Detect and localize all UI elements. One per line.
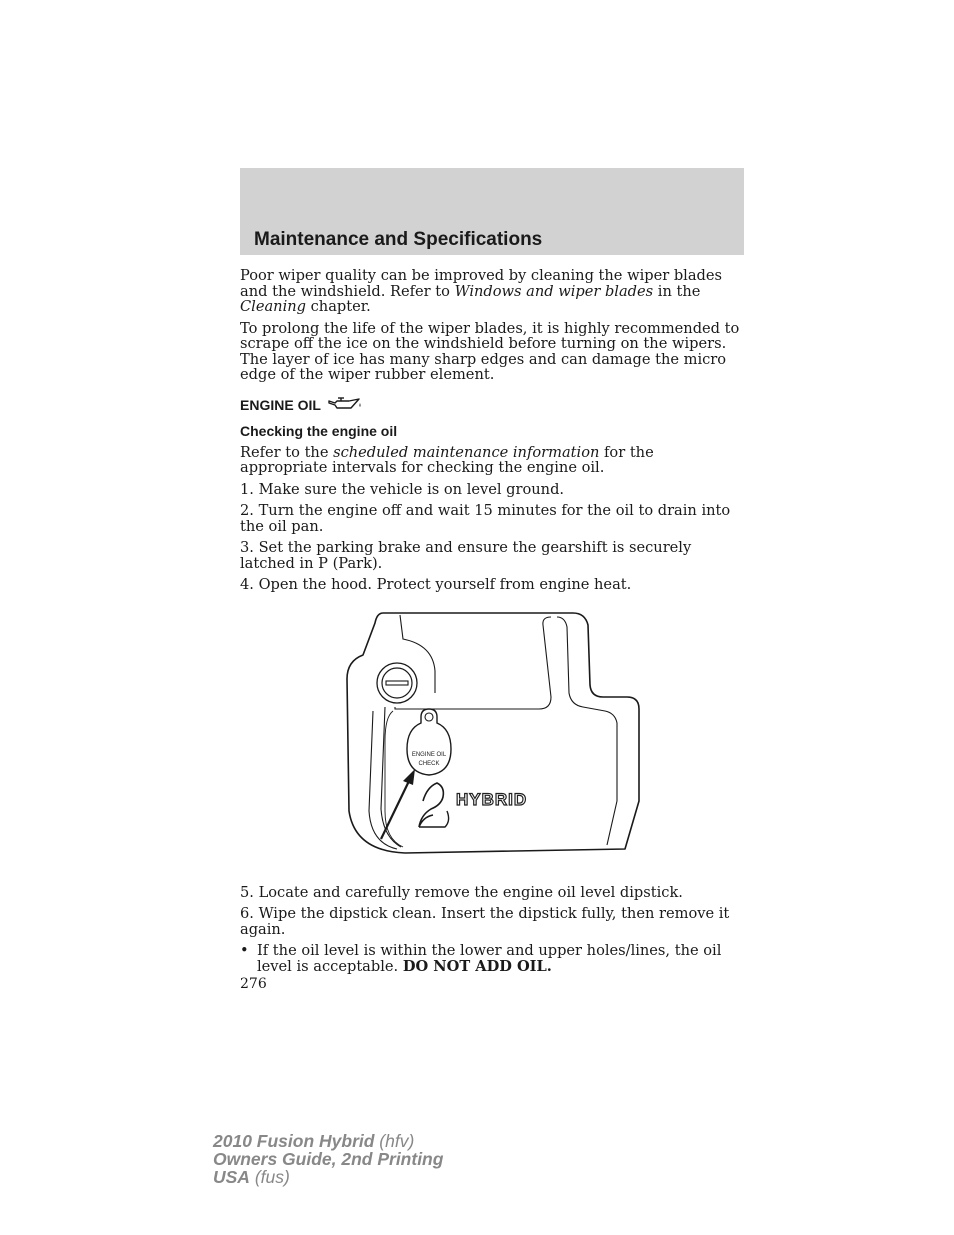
- step-6: 6. Wipe the dipstick clean. Insert the dipstick fully, then remove it again.: [240, 905, 730, 938]
- step-4: 4. Open the hood. Protect yourself from engine heat.: [240, 576, 632, 593]
- engine-oil-check-cap-label: [407, 751, 451, 769]
- cap-label-line-1: ENGINE OIL: [411, 751, 447, 758]
- section-header-band: [240, 168, 744, 255]
- hybrid-badge: HYBRID: [456, 789, 528, 809]
- reference-windows-wiper: Windows and wiper blades: [454, 282, 654, 300]
- checking-oil-subheading: Checking the engine oil: [240, 423, 398, 439]
- page-content: [240, 268, 744, 993]
- footer-line-3: [213, 1168, 443, 1186]
- engine-cover-illustration: [240, 605, 744, 875]
- oil-can-icon: [327, 397, 363, 415]
- bullet-text: If the oil level is within the lower and upper holes/lines, the oil level is acceptable.: [257, 942, 722, 975]
- footer-market-code: (fus): [249, 1167, 290, 1187]
- page-number: 276: [240, 976, 267, 992]
- reference-text: for the appropriate intervals for checking the engine oil.: [240, 443, 654, 476]
- step-5: 5. Locate and carefully remove the engine oil level dipstick.: [240, 883, 683, 901]
- footer-line-1: [213, 1132, 443, 1150]
- footer-market: USA: [213, 1167, 250, 1187]
- cap-label-line-2: CHECK: [418, 760, 440, 767]
- reference-cleaning: Cleaning: [240, 298, 306, 315]
- reference-text: Refer to the: [240, 443, 334, 461]
- do-not-add-oil-warning: DO NOT ADD OIL.: [402, 957, 552, 975]
- engine-oil-heading: [240, 397, 744, 415]
- footer-line-2: Owners Guide, 2nd Printing: [213, 1149, 444, 1169]
- step-2: 2. Turn the engine off and wait 15 minutes for the oil to drain into the oil pan.: [240, 502, 731, 535]
- step-1: 1. Make sure the vehicle is on level ground.: [240, 480, 565, 498]
- footer-model: 2010 Fusion Hybrid: [213, 1131, 375, 1151]
- intro-paragraph-1: [240, 268, 744, 315]
- oil-level-bullet: [240, 943, 744, 974]
- bullet-icon: •: [240, 942, 249, 959]
- bullet-text-block: [257, 943, 744, 974]
- page-title: Maintenance and Specifications: [254, 229, 543, 250]
- step-3: 3. Set the parking brake and ensure the gearshift is securely latched in P (Park).: [240, 539, 692, 572]
- intro-text: Poor wiper quality can be improved by cleaning the wiper blades and the windshield. Refer to: [240, 267, 723, 300]
- footer-model-code: (hfv): [374, 1131, 415, 1151]
- intro-text: chapter.: [305, 298, 371, 315]
- engine-oil-heading-text: ENGINE OIL: [240, 396, 321, 413]
- intro-text: in the: [653, 282, 701, 300]
- document-footer: [213, 1132, 443, 1186]
- maintenance-reference-paragraph: [240, 445, 744, 476]
- intro-paragraph-2: To prolong the life of the wiper blades, it is highly recommended to scrape off the ice on the windshield before turning on the wipers. The layer of ice has many sharp edges and can damage the micro edge of the wiper rubber element.: [240, 319, 740, 383]
- engine-cover-drawing: [345, 611, 645, 861]
- reference-scheduled-maintenance: scheduled maintenance information: [333, 443, 600, 461]
